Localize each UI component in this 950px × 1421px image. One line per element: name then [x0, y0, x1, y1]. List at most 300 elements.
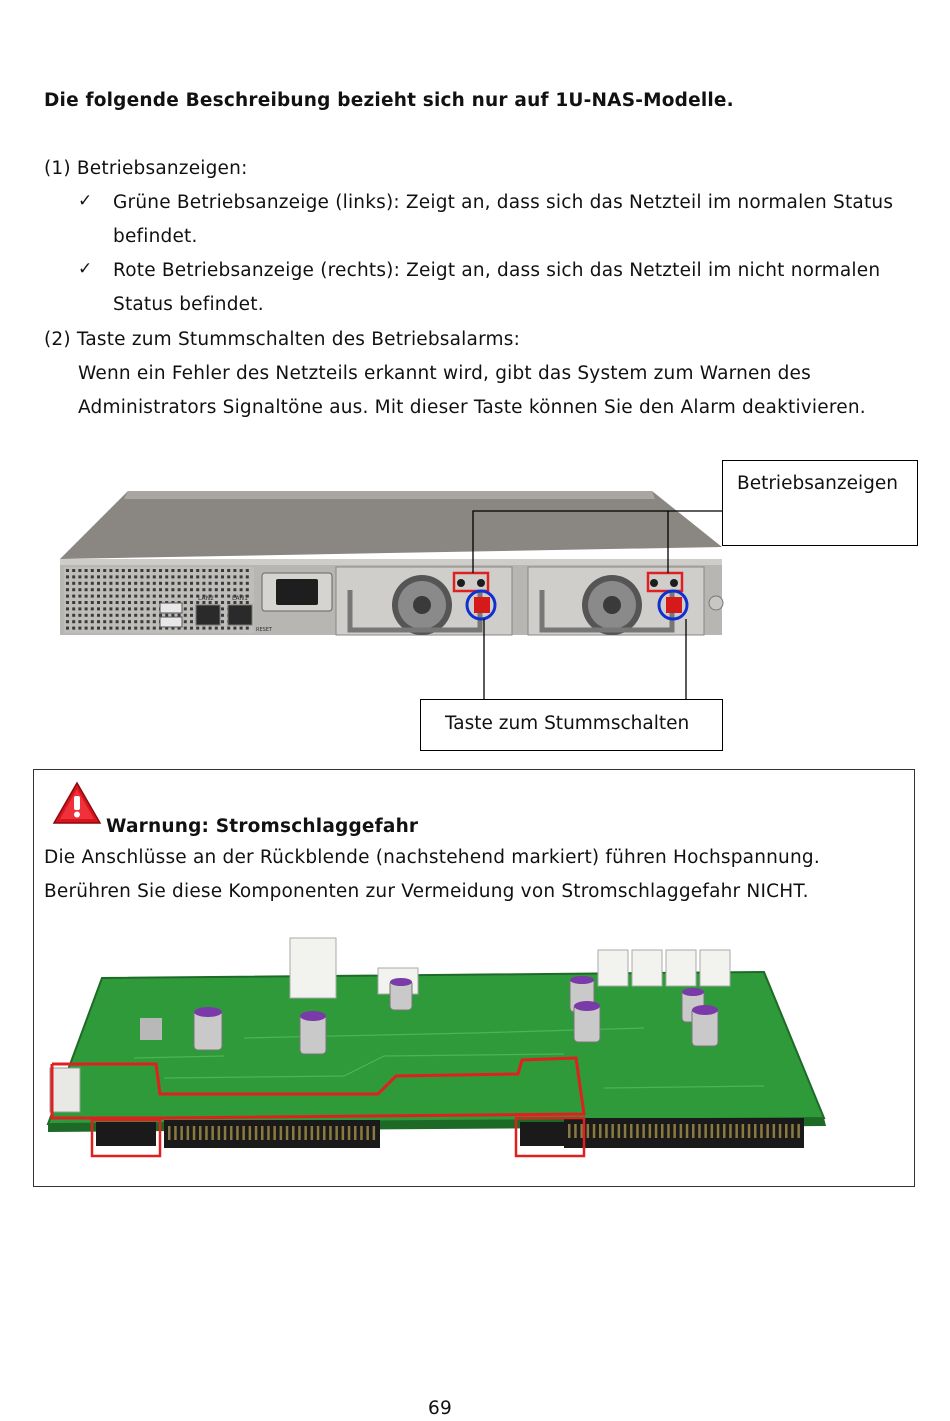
vent-hole — [171, 575, 174, 578]
connector-pin — [655, 1124, 658, 1138]
connector-pin — [267, 1126, 270, 1140]
vent-hole — [159, 588, 162, 591]
connector-pin — [199, 1126, 202, 1140]
connector-pin — [273, 1126, 276, 1140]
vent-hole — [190, 595, 193, 598]
vent-hole — [85, 595, 88, 598]
connector-pin — [568, 1124, 571, 1138]
connector-pin — [187, 1126, 190, 1140]
connector-pin — [618, 1124, 621, 1138]
vent-hole — [184, 582, 187, 585]
vent-hole — [159, 582, 162, 585]
vent-hole — [153, 582, 156, 585]
vent-hole — [85, 569, 88, 572]
vent-hole — [91, 607, 94, 610]
connector-pin — [342, 1126, 345, 1140]
connector-pin — [298, 1126, 301, 1140]
vent-hole — [140, 582, 143, 585]
vent-hole — [122, 607, 125, 610]
vent-hole — [140, 588, 143, 591]
connector-pin — [193, 1126, 196, 1140]
port-label: RESET — [256, 627, 273, 633]
vent-hole — [221, 582, 224, 585]
connector-pin — [348, 1126, 351, 1140]
vent-hole — [190, 627, 193, 630]
vent-hole — [91, 569, 94, 572]
vent-hole — [233, 575, 236, 578]
vent-hole — [103, 614, 106, 617]
section-2-text: Administrators Signaltöne aus. Mit dieser Taste können Sie den Alarm deaktivieren. — [78, 397, 866, 418]
connector-pin — [255, 1126, 257, 1140]
vent-hole — [140, 627, 143, 630]
vent-hole — [171, 569, 174, 572]
connector-pin — [593, 1124, 596, 1138]
connector-pin — [280, 1126, 283, 1140]
vent-hole — [190, 614, 193, 617]
vent-hole — [233, 588, 236, 591]
vent-hole — [116, 601, 119, 604]
vent-hole — [128, 601, 131, 604]
warning-triangle-icon — [52, 781, 102, 825]
vent-hole — [227, 575, 230, 578]
vent-hole — [240, 627, 243, 630]
vent-hole — [240, 575, 243, 578]
vent-hole — [215, 595, 218, 598]
connector-pin — [323, 1126, 326, 1140]
vent-hole — [116, 620, 119, 623]
vent-hole — [91, 575, 94, 578]
vent-hole — [103, 601, 106, 604]
vent-hole — [227, 582, 230, 585]
vent-hole — [184, 607, 187, 610]
connector-pin — [205, 1126, 208, 1140]
vent-hole — [147, 627, 150, 630]
vent-hole — [72, 607, 75, 610]
vent-hole — [78, 607, 81, 610]
vent-hole — [122, 595, 125, 598]
connector-pin — [599, 1124, 602, 1138]
vent-hole — [178, 569, 181, 572]
connector-pin — [686, 1124, 689, 1138]
vent-hole — [140, 601, 143, 604]
vent-hole — [178, 588, 181, 591]
vent-hole — [184, 595, 187, 598]
vent-hole — [85, 575, 88, 578]
vent-hole — [78, 575, 81, 578]
vent-hole — [122, 620, 125, 623]
connector-pin — [218, 1126, 221, 1140]
vent-hole — [97, 627, 100, 630]
vent-hole — [184, 569, 187, 572]
connector-pin — [680, 1124, 683, 1138]
vent-hole — [134, 627, 137, 630]
vent-hole — [103, 620, 106, 623]
vent-hole — [233, 627, 236, 630]
vent-hole — [190, 582, 193, 585]
vent-hole — [122, 601, 125, 604]
connector-pin — [304, 1126, 307, 1140]
vent-hole — [116, 595, 119, 598]
connector-pin — [630, 1124, 633, 1138]
vent-hole — [128, 620, 131, 623]
vent-hole — [246, 627, 249, 630]
vent-hole — [78, 627, 81, 630]
warning-text: Die Anschlüsse an der Rückblende (nachstehend markiert) führen Hochspannung. — [44, 847, 820, 868]
vent-hole — [103, 627, 106, 630]
vent-hole — [85, 588, 88, 591]
vent-hole — [128, 569, 131, 572]
vent-hole — [202, 569, 205, 572]
vent-hole — [116, 569, 119, 572]
vent-hole — [97, 588, 100, 591]
connector-pin — [317, 1126, 320, 1140]
vent-hole — [109, 627, 112, 630]
vent-hole — [122, 582, 125, 585]
vent-hole — [72, 627, 75, 630]
vent-hole — [97, 620, 100, 623]
vent-hole — [202, 627, 205, 630]
connector-pin — [636, 1124, 639, 1138]
vent-hole — [209, 588, 212, 591]
vent-hole — [153, 607, 156, 610]
callout-label-mute: Taste zum Stummschalten — [445, 713, 690, 734]
vent-hole — [66, 569, 69, 572]
connector-pin — [704, 1124, 707, 1138]
connector-pin — [667, 1124, 670, 1138]
vent-hole — [215, 627, 218, 630]
vent-hole — [134, 588, 137, 591]
vent-hole — [78, 614, 81, 617]
vent-hole — [215, 588, 218, 591]
vent-hole — [109, 595, 112, 598]
vent-hole — [85, 582, 88, 585]
vent-hole — [91, 614, 94, 617]
warning-title: Warnung: Stromschlaggefahr — [106, 816, 419, 837]
vent-hole — [116, 582, 119, 585]
vent-hole — [153, 614, 156, 617]
vent-hole — [246, 588, 249, 591]
vent-hole — [78, 582, 81, 585]
connector-pin — [360, 1126, 363, 1140]
vent-hole — [190, 620, 193, 623]
list-item: Grüne Betriebsanzeige (links): Zeigt an, dass sich das Netzteil im normalen Status — [113, 192, 894, 213]
vent-hole — [165, 595, 168, 598]
vent-hole — [153, 601, 156, 604]
port-label: LAN2 — [198, 595, 214, 602]
vent-hole — [147, 569, 150, 572]
vent-hole — [165, 614, 168, 617]
warning-text: Berühren Sie diese Komponenten zur Vermeidung von Stromschlaggefahr NICHT. — [44, 881, 809, 902]
vent-hole — [109, 607, 112, 610]
vent-hole — [153, 595, 156, 598]
vent-hole — [128, 575, 131, 578]
vent-hole — [134, 601, 137, 604]
checkmark-icon: ✓ — [78, 259, 93, 279]
vent-hole — [221, 569, 224, 572]
vent-hole — [171, 588, 174, 591]
vent-hole — [196, 582, 199, 585]
vent-hole — [140, 575, 143, 578]
vent-hole — [147, 588, 150, 591]
vent-hole — [122, 614, 125, 617]
vent-hole — [103, 595, 106, 598]
vent-hole — [178, 614, 181, 617]
vent-hole — [184, 614, 187, 617]
vent-hole — [72, 614, 75, 617]
connector-pin — [742, 1124, 745, 1138]
vent-hole — [159, 575, 162, 578]
vent-hole — [103, 582, 106, 585]
vent-hole — [116, 575, 119, 578]
vent-hole — [233, 569, 236, 572]
vent-hole — [190, 575, 193, 578]
vent-hole — [246, 582, 249, 585]
vent-hole — [122, 588, 125, 591]
vent-hole — [128, 607, 131, 610]
vent-hole — [66, 588, 69, 591]
connector-pin — [366, 1126, 369, 1140]
connector-pin — [692, 1124, 695, 1138]
vent-hole — [221, 607, 224, 610]
vent-hole — [153, 627, 156, 630]
vent-hole — [202, 588, 205, 591]
vent-hole — [221, 575, 224, 578]
vent-hole — [116, 614, 119, 617]
vent-hole — [97, 614, 100, 617]
vent-hole — [128, 595, 131, 598]
vent-hole — [153, 569, 156, 572]
vent-hole — [221, 595, 224, 598]
vent-hole — [147, 582, 150, 585]
vent-hole — [103, 569, 106, 572]
psu-backplane-figure — [44, 928, 834, 1168]
vent-hole — [134, 620, 137, 623]
psu-backplane-image — [44, 928, 834, 1168]
vent-hole — [97, 575, 100, 578]
vent-hole — [134, 582, 137, 585]
vent-hole — [72, 595, 75, 598]
vent-hole — [66, 582, 69, 585]
vent-hole — [165, 582, 168, 585]
vent-hole — [116, 627, 119, 630]
connector-pin — [224, 1126, 227, 1140]
vent-hole — [184, 575, 187, 578]
connector-pin — [211, 1126, 214, 1140]
vent-hole — [66, 575, 69, 578]
connector-pin — [236, 1126, 239, 1140]
vent-hole — [221, 627, 224, 630]
vent-hole — [134, 569, 137, 572]
vent-hole — [246, 575, 249, 578]
connector-pin — [580, 1124, 583, 1138]
connector-pin — [587, 1124, 590, 1138]
vent-hole — [91, 582, 94, 585]
vent-hole — [134, 607, 137, 610]
vent-hole — [215, 582, 218, 585]
section-2-title: (2) Taste zum Stummschalten des Betriebsalarms: — [44, 329, 521, 350]
vent-hole — [147, 595, 150, 598]
vent-hole — [184, 588, 187, 591]
vent-hole — [215, 575, 218, 578]
vent-hole — [91, 588, 94, 591]
vent-hole — [109, 601, 112, 604]
connector-pin — [180, 1126, 183, 1140]
vent-hole — [122, 569, 125, 572]
connector-pin — [779, 1124, 782, 1138]
vent-hole — [140, 595, 143, 598]
vent-hole — [184, 627, 187, 630]
vent-hole — [91, 595, 94, 598]
vent-hole — [196, 588, 199, 591]
vent-hole — [122, 575, 125, 578]
connector-pin — [249, 1126, 252, 1140]
vent-hole — [91, 601, 94, 604]
vent-hole — [147, 601, 150, 604]
list-item: Rote Betriebsanzeige (rechts): Zeigt an, dass sich das Netzteil im nicht normalen — [113, 260, 881, 281]
vent-hole — [116, 607, 119, 610]
vent-hole — [246, 569, 249, 572]
vent-hole — [184, 601, 187, 604]
vent-hole — [240, 588, 243, 591]
list-item-continuation: Status befindet. — [113, 294, 264, 315]
connector-pin — [735, 1124, 738, 1138]
vent-hole — [165, 569, 168, 572]
vent-hole — [116, 588, 119, 591]
vent-hole — [159, 569, 162, 572]
vent-hole — [227, 595, 230, 598]
connector-pin — [723, 1124, 726, 1138]
vent-hole — [66, 607, 69, 610]
connector-pin — [785, 1124, 788, 1138]
vent-hole — [215, 569, 218, 572]
connector-pin — [711, 1124, 714, 1138]
vent-hole — [103, 575, 106, 578]
connector-pin — [729, 1124, 732, 1138]
vent-hole — [190, 607, 193, 610]
list-item-continuation: befindet. — [113, 226, 198, 247]
vent-hole — [85, 607, 88, 610]
vent-hole — [190, 569, 193, 572]
vent-hole — [233, 582, 236, 585]
vent-hole — [97, 595, 100, 598]
vent-hole — [134, 614, 137, 617]
vent-hole — [240, 582, 243, 585]
page-heading: Die folgende Beschreibung bezieht sich nur auf 1U-NAS-Modelle. — [44, 90, 734, 111]
vent-hole — [66, 627, 69, 630]
connector-pin — [649, 1124, 652, 1138]
vent-hole — [85, 601, 88, 604]
connector-pin — [698, 1124, 701, 1138]
vent-hole — [190, 588, 193, 591]
vent-hole — [178, 575, 181, 578]
connector-pin — [329, 1126, 332, 1140]
vent-hole — [78, 620, 81, 623]
vent-hole — [227, 569, 230, 572]
connector-pin — [673, 1124, 676, 1138]
vent-hole — [128, 588, 131, 591]
section-1-title: (1) Betriebsanzeigen: — [44, 158, 248, 179]
vent-hole — [109, 569, 112, 572]
vent-hole — [140, 614, 143, 617]
vent-hole — [209, 627, 212, 630]
vent-hole — [72, 575, 75, 578]
connector-pin — [242, 1126, 245, 1140]
connector-pin — [354, 1126, 357, 1140]
vent-hole — [128, 582, 131, 585]
vent-hole — [109, 614, 112, 617]
vent-hole — [128, 627, 131, 630]
vent-hole — [66, 595, 69, 598]
vent-hole — [78, 601, 81, 604]
vent-hole — [147, 575, 150, 578]
vent-hole — [66, 620, 69, 623]
vent-hole — [72, 601, 75, 604]
vent-hole — [97, 601, 100, 604]
vent-hole — [153, 588, 156, 591]
vent-hole — [91, 620, 94, 623]
vent-hole — [128, 614, 131, 617]
vent-hole — [153, 620, 156, 623]
vent-hole — [134, 595, 137, 598]
vent-hole — [209, 569, 212, 572]
vent-hole — [147, 607, 150, 610]
vent-hole — [171, 595, 174, 598]
vent-hole — [140, 569, 143, 572]
vent-hole — [97, 607, 100, 610]
vent-hole — [171, 582, 174, 585]
vent-hole — [221, 620, 224, 623]
vent-hole — [215, 601, 218, 604]
vent-hole — [109, 620, 112, 623]
connector-pin — [661, 1124, 664, 1138]
connector-pin — [292, 1126, 295, 1140]
vent-hole — [227, 601, 230, 604]
vent-hole — [221, 588, 224, 591]
vent-hole — [109, 582, 112, 585]
vent-hole — [221, 614, 224, 617]
vent-hole — [134, 575, 137, 578]
vent-hole — [221, 601, 224, 604]
connector-pin — [230, 1126, 233, 1140]
page-number: 69 — [428, 1398, 452, 1419]
vent-hole — [85, 627, 88, 630]
vent-hole — [178, 595, 181, 598]
vent-hole — [147, 620, 150, 623]
connector-pin — [373, 1126, 376, 1140]
vent-hole — [140, 620, 143, 623]
vent-hole — [209, 575, 212, 578]
vent-hole — [147, 614, 150, 617]
vent-hole — [103, 607, 106, 610]
connector-pin — [261, 1126, 264, 1140]
port-label: LAN1 — [232, 595, 248, 602]
connector-pin — [754, 1124, 757, 1138]
connector-pin — [797, 1124, 800, 1138]
connector-pin — [574, 1124, 577, 1138]
vent-hole — [171, 614, 174, 617]
vent-hole — [78, 595, 81, 598]
vent-hole — [209, 582, 212, 585]
connector-pin — [311, 1126, 314, 1140]
connector-pin — [766, 1124, 769, 1138]
vent-hole — [78, 569, 81, 572]
vent-hole — [202, 582, 205, 585]
connector-pin — [168, 1126, 171, 1140]
vent-hole — [103, 588, 106, 591]
section-2-text: Wenn ein Fehler des Netzteils erkannt wird, gibt das System zum Warnen des — [78, 363, 811, 384]
connector-pin — [791, 1124, 794, 1138]
connector-pin — [642, 1124, 645, 1138]
